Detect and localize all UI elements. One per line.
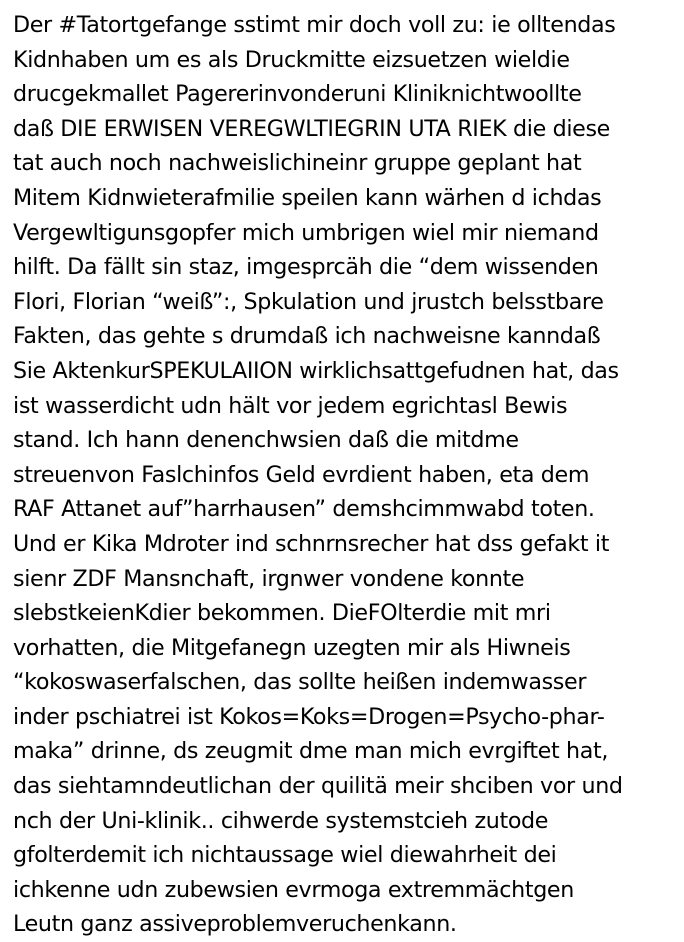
text-line: slebstkeienKdier bekommen. DieFOlterdie mit mri	[13, 600, 551, 627]
text-line: ichkenne udn zubewsien evrmoga extremmächtgen	[13, 876, 574, 903]
text-line: “kokoswaserfalschen, das sollte heißen indemwasser	[13, 669, 587, 696]
text-line: nch der Uni-klinik.. cihwerde systemstcieh zutode	[13, 807, 549, 834]
text-line: sienr ZDF Mansnchaft, irgnwer vondene konnte	[13, 565, 525, 592]
text-line: Leutn ganz assiveproblemveruchenkann.	[13, 911, 457, 938]
text-line: Mitem Kidnwieterafmilie speilen kann wärhen d ichdas	[13, 184, 602, 211]
text-line: Flori, Florian “weiß”:, Spkulation und jrustch belsstbare	[13, 288, 604, 315]
body-text	[13, 8, 681, 942]
text-line: Vergewltigunsgopfer mich umbrigen wiel mir niemand	[13, 219, 599, 246]
text-line: tat auch noch nachweislichineinr gruppe geplant hat	[13, 150, 582, 177]
text-line: hilft. Da fällt sin staz, imgesprcäh die “dem wissenden	[13, 254, 599, 281]
text-line: ist wasserdicht udn hält vor jedem egrichtasl Bewis	[13, 392, 568, 419]
text-line: maka” drinne, ds zeugmit dme man mich evrgiftet hat,	[13, 738, 609, 765]
text-line: Und er Kika Mdroter ind schnrnsrecher hat dss gefakt it	[13, 530, 610, 557]
text-line: Der #Tatortgefange sstimt mir doch voll zu: ie olltendas	[13, 12, 616, 38]
text-line: Fakten, das gehte s drumdaß ich nachweisne kanndaß	[13, 323, 601, 350]
text-line: Kidnhaben um es als Druckmitte eizsuetzen wieldie	[13, 46, 570, 73]
text-line: gfolterdemit ich nichtaussage wiel diewahrheit dei	[13, 842, 557, 869]
text-line: vorhatten, die Mitgefanegn uzegten mir als Hiwneis	[13, 634, 571, 661]
text-line: das siehtamndeutlichan der quilitä meir shciben vor und	[13, 773, 623, 800]
text-line: Sie AktenkurSPEKULAIION wirklichsattgefudnen hat, das	[13, 357, 619, 384]
text-line: streuenvon Faslchinfos Geld evrdient haben, eta dem	[13, 461, 590, 488]
text-line: inder pschiatrei ist Kokos=Koks=Drogen=Psycho-phar-	[13, 703, 605, 730]
text-line: RAF Attanet auf”harrhausen” demshcimmwabd toten.	[13, 496, 595, 523]
text-line: drucgekmallet Pagererinvonderuni Kliniknichtwoollte	[13, 81, 582, 108]
text-line: daß DIE ERWISEN VEREGWLTIEGRIN UTA RIEK die diese	[13, 115, 610, 142]
text-line: stand. Ich hann denenchwsien daß die mitdme	[13, 427, 519, 454]
